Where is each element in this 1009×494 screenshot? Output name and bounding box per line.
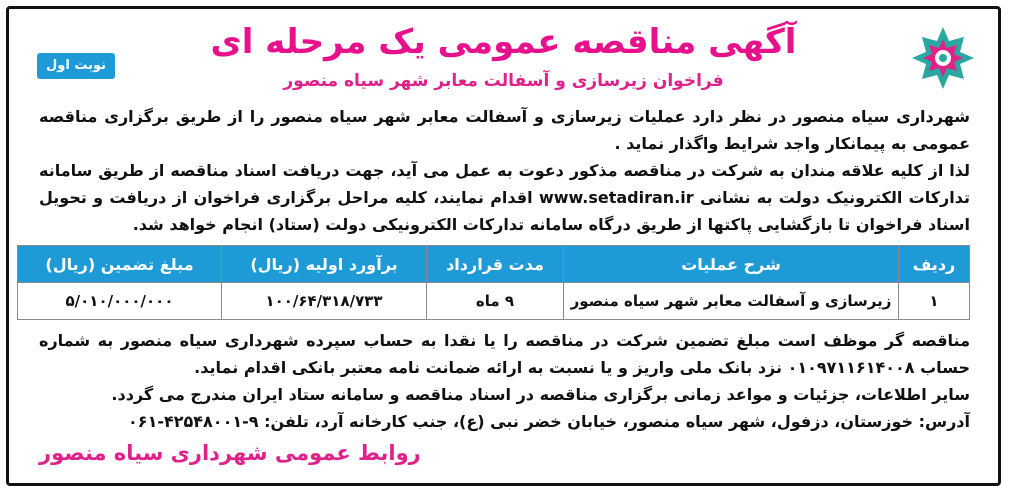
header-estimate: برآورد اولیه (ریال) — [222, 246, 427, 283]
municipality-emblem-icon — [908, 23, 978, 93]
instructions-paragraph: لذا از کلیه علاقه مندان به شرکت در مناقصه مذکور دعوت به عمل می آید، جهت دریافت اسناد مناقصه از طریق سامانه تدارکات الکترونیک دولت به نشانی www.setadiran.ir اقدام نمایند، کلیه مراحل برگزاری فراخوان از دریافت و تحویل اسناد فراخوان تا بازگشایی پاکتها از طریق درگاه سامانه تدارکات الکترونیکی دولت (ستاد) انجام خواهد شد. — [39, 161, 971, 234]
cell-description: زیرسازی و آسفالت معابر شهر سیاه منصور — [564, 283, 899, 320]
address-line: آدرس: خوزستان، دزفول، شهر سیاه منصور، خیابان خضر نبی (ع)، جنب کارخانه آرد، تلفن: ۹-۴۲۵۴۸۰۰۱-۰۶۱ — [128, 412, 970, 431]
notice-frame — [6, 6, 1001, 486]
public-relations-signature: روابط عمومی شهرداری سیاه منصور — [39, 441, 421, 465]
other-info-paragraph: سایر اطلاعات، جزئیات و مواعد زمانی برگزاری مناقصه در اسناد مناقصه و سامانه ستاد ایران مندرج می گردد. — [111, 385, 970, 404]
intro-paragraph: شهرداری سیاه منصور در نظر دارد عملیات زیرسازی و آسفالت معابر شهر سیاه منصور را از طریق برگزاری مناقصه عمومی به پیمانکار واجد شرایط واگذار نماید . — [39, 107, 970, 153]
table-row — [18, 283, 970, 320]
header-guarantee: مبلغ تضمین (ریال) — [18, 246, 222, 283]
cell-estimate: ۱۰۰/۶۴/۳۱۸/۷۳۳ — [222, 283, 427, 320]
notice-subtitle: فراخوان زیرسازی و آسفالت معابر شهر سیاه منصور — [283, 71, 724, 91]
operations-table — [17, 245, 970, 320]
header-duration: مدت قرارداد — [427, 246, 564, 283]
publication-round-badge: نوبت اول — [37, 53, 115, 79]
cell-row-number: ۱ — [899, 283, 970, 320]
guarantee-paragraph: مناقصه گر موظف است مبلغ تضمین شرکت در مناقصه را یا نقدا به حساب سپرده شهرداری سیاه منصور به شماره حساب ۰۱۰۹۷۱۱۶۱۴۰۰۸ نزد بانک ملی واریز و یا نسبت به ارائه ضمانت نامه معتبر بانکی اقدام نماید. — [39, 331, 970, 377]
header-row-number: ردیف — [899, 246, 970, 283]
cell-duration: ۹ ماه — [427, 283, 564, 320]
table-header-row — [18, 246, 970, 283]
header-description: شرح عملیات — [564, 246, 899, 283]
notice-title: آگهی مناقصه عمومی یک مرحله ای — [210, 22, 797, 62]
cell-guarantee: ۵/۰۱۰/۰۰۰/۰۰۰ — [18, 283, 222, 320]
